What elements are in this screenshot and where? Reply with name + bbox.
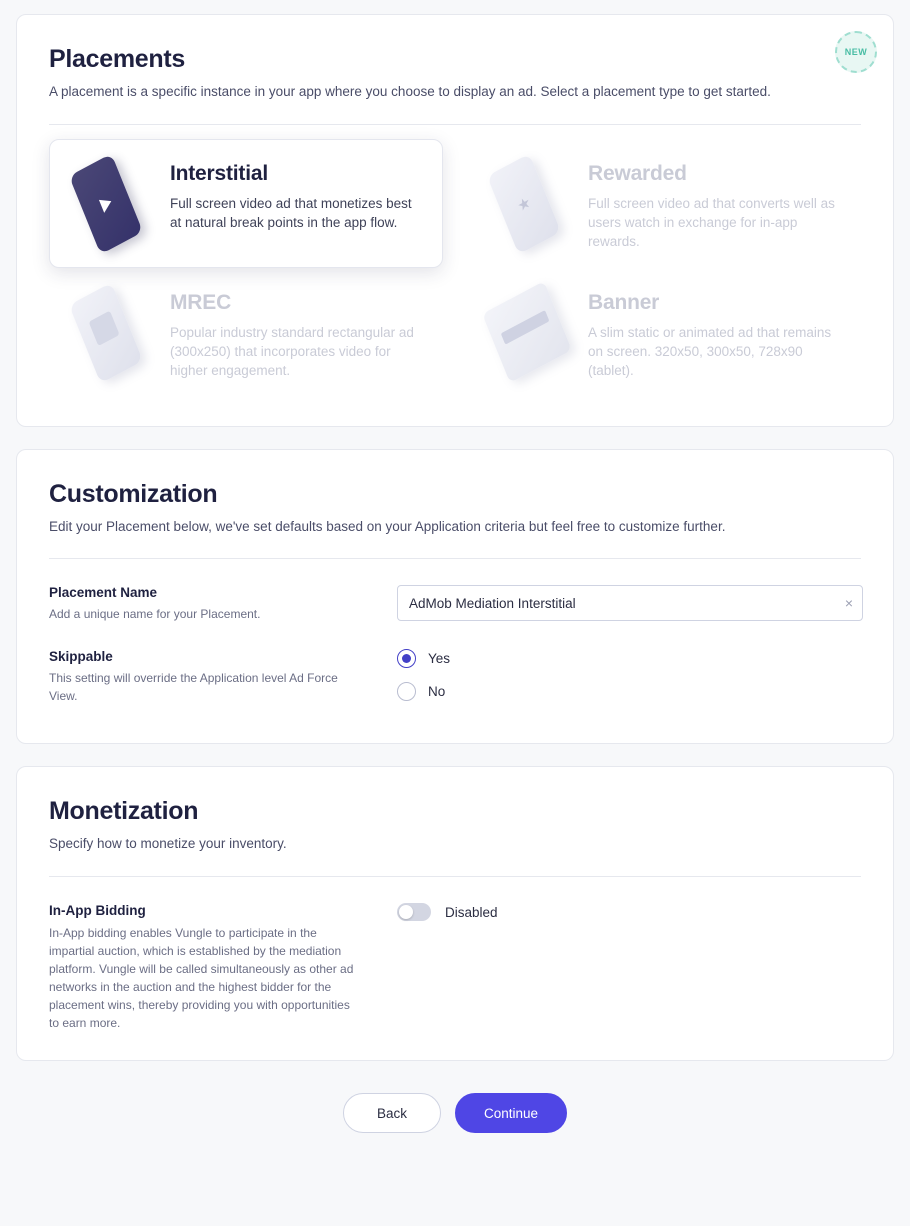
rewarded-thumbnail-icon: ★	[482, 156, 578, 244]
monetization-title: Monetization	[49, 797, 199, 826]
customization-card	[16, 449, 894, 745]
in-app-bidding-label: In-App Bidding	[49, 903, 146, 919]
in-app-bidding-toggle[interactable]	[397, 903, 431, 921]
placement-name-input[interactable]	[397, 585, 863, 621]
wizard-footer	[16, 1083, 894, 1163]
customization-title: Customization	[49, 479, 218, 508]
placement-type-grid	[49, 139, 861, 398]
skippable-help: This setting will override the Application level Ad Force View.	[49, 671, 338, 703]
placement-option-mrec[interactable]	[49, 268, 443, 397]
radio-no-label: No	[428, 684, 446, 700]
placement-option-title: Interstitial	[170, 161, 268, 185]
placements-card	[16, 14, 894, 427]
in-app-bidding-toggle-group[interactable]	[397, 903, 861, 921]
banner-thumbnail-icon	[482, 285, 578, 373]
radio-yes-label: Yes	[428, 651, 451, 667]
placement-option-title: Rewarded	[588, 161, 687, 185]
placement-option-description: A slim static or animated ad that remains on screen. 320x50, 300x50, 728x90 (tablet).	[588, 325, 832, 379]
placement-option-interstitial[interactable]	[49, 139, 443, 268]
placement-name-row	[49, 559, 861, 623]
continue-button[interactable]: Continue	[455, 1093, 567, 1133]
placement-name-help: Add a unique name for your Placement.	[49, 607, 261, 622]
placement-option-title: MREC	[170, 291, 232, 315]
placement-option-description: Full screen video ad that converts well as users watch in exchange for in-app rewards.	[588, 195, 835, 249]
skippable-option-no[interactable]	[397, 682, 861, 701]
in-app-bidding-help: In-App bidding enables Vungle to participate in the impartial auction, which is established by the mediation platform. Vungle will be called simultaneously as other ad networks in the auction and the highest bidder for the placement wins, thereby providing you with opportunities to earn more.	[49, 926, 354, 1031]
radio-no-icon[interactable]	[397, 682, 416, 701]
mrec-thumbnail-icon	[64, 285, 160, 373]
skippable-row	[49, 623, 861, 715]
radio-yes-icon[interactable]	[397, 649, 416, 668]
back-button[interactable]: Back	[343, 1093, 441, 1133]
interstitial-thumbnail-icon	[64, 156, 160, 244]
in-app-bidding-state-label: Disabled	[445, 904, 498, 920]
placements-title: Placements	[49, 45, 185, 73]
placement-option-rewarded[interactable]	[467, 139, 861, 268]
clear-icon[interactable]: ×	[844, 595, 853, 612]
placements-subtitle: A placement is a specific instance in your app where you choose to display an ad. Select a placement type to get started.	[49, 84, 771, 99]
placement-option-title: Banner	[588, 291, 660, 315]
monetization-subtitle: Specify how to monetize your inventory.	[49, 836, 287, 852]
customization-subtitle: Edit your Placement below, we've set defaults based on your Application criteria but feel free to customize further.	[49, 518, 726, 534]
placements-divider	[49, 124, 861, 125]
new-badge-icon: NEW	[835, 31, 877, 73]
placement-option-description: Popular industry standard rectangular ad (300x250) that incorporates video for higher engagement.	[170, 325, 414, 379]
in-app-bidding-row	[49, 877, 861, 1032]
placement-option-banner[interactable]	[467, 268, 861, 397]
monetization-card	[16, 766, 894, 1061]
placement-option-description: Full screen video ad that monetizes best at natural break points in the app flow.	[170, 195, 412, 230]
skippable-option-yes[interactable]	[397, 649, 861, 668]
skippable-label: Skippable	[49, 649, 113, 665]
placement-name-label: Placement Name	[49, 585, 158, 601]
